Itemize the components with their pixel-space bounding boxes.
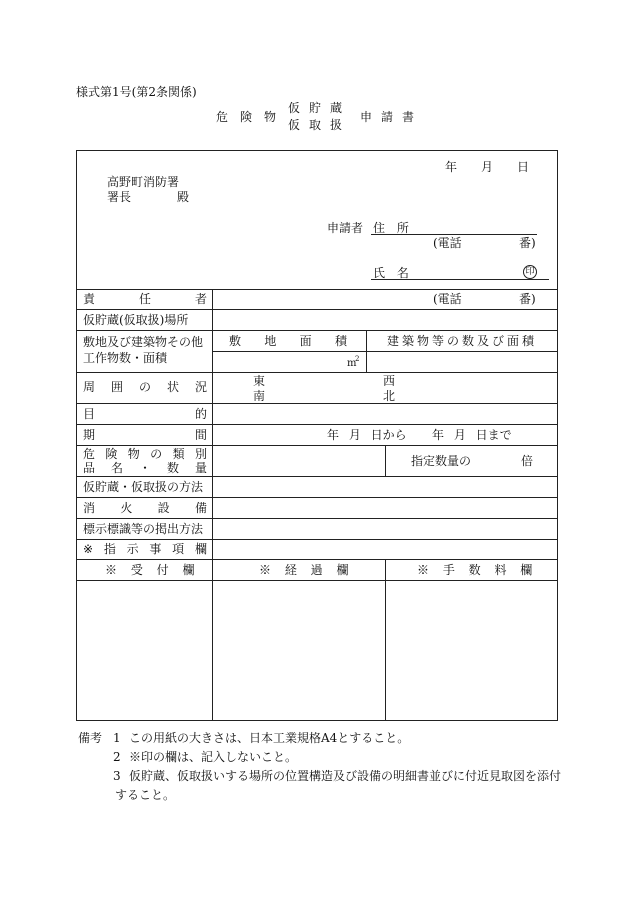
label-char: 囲 [110, 380, 123, 394]
note-3-text: 仮貯蔵、仮取扱いする場所の位置構造及び設備の明細書並びに付近見取図を添付 [129, 769, 562, 783]
label-char: の [150, 447, 163, 461]
label-char: 欄 [194, 542, 207, 556]
multiple-label: 倍 [521, 454, 534, 468]
label-char: 項 [172, 542, 185, 556]
name-label: 氏 名 [373, 266, 413, 280]
label-char: 状 [166, 380, 179, 394]
label-char: 任 [138, 292, 151, 306]
direction-west: 西 [383, 374, 396, 388]
note-3-num: 3 [113, 769, 121, 783]
label-char: 書 [401, 110, 422, 124]
applicant-phone-open: (電話 [433, 236, 462, 250]
label-char: 地 [264, 334, 277, 348]
label-char: 険 [105, 447, 118, 461]
address-underline [371, 234, 537, 235]
title-right [360, 110, 422, 124]
date-month: 月 [481, 160, 494, 174]
title-stack-top [288, 101, 350, 115]
note-1-num: 1 [113, 731, 121, 745]
direction-south: 南 [253, 389, 266, 403]
label-char: 険 [239, 110, 252, 124]
row-period [83, 428, 207, 442]
row-location: 仮貯蔵(仮取扱)場所 [83, 313, 189, 327]
label-char: 危 [83, 447, 96, 461]
label-char: 消 [83, 501, 96, 515]
column-reception: ※ 受 付 欄 [105, 563, 200, 577]
note-3-continued: すること。 [115, 788, 176, 802]
row-site-line1: 敷地及び建築物その他 [83, 335, 204, 349]
row-purpose [83, 407, 207, 421]
title-left [216, 110, 276, 124]
addressee-office: 高野町消防署 [107, 175, 180, 189]
row-hazard-line1 [83, 447, 207, 461]
label-char: 仮 [288, 118, 309, 132]
row-site-line2: 工作物数・面積 [83, 351, 168, 365]
label-char: 類 [172, 447, 185, 461]
building-area-header: 建築物等の数及び面積 [387, 334, 538, 348]
date-year: 年 [445, 160, 458, 174]
period-from: 年 月 日から [327, 428, 407, 442]
label-char: 品 [83, 461, 96, 475]
addressee-honorific: 殿 [177, 190, 190, 204]
label-char: 名 [110, 461, 123, 475]
site-area-unit: m [347, 358, 357, 369]
label-char: 火 [120, 501, 133, 515]
name-underline [371, 279, 549, 280]
applicant-label: 申請者 [327, 221, 364, 235]
label-char: 危 [216, 110, 229, 124]
label-char: 面 [299, 334, 312, 348]
row-firefighting [83, 501, 207, 515]
form-number: 様式第1号(第2条関係) [76, 85, 197, 99]
addressee-chief: 署長 [107, 190, 132, 204]
site-area-header [229, 334, 347, 348]
seal-mark: 印 [523, 265, 537, 279]
label-char: 取 [308, 118, 329, 132]
label-char: 量 [194, 461, 207, 475]
row-responsible [83, 292, 207, 306]
label-char: 周 [83, 380, 96, 394]
label-char: 物 [127, 447, 140, 461]
direction-east: 東 [253, 374, 266, 388]
label-char: 目 [83, 407, 96, 421]
label-char: の [138, 380, 151, 394]
date-day: 日 [517, 160, 530, 174]
label-char: 数 [166, 461, 179, 475]
label-char: 事 [149, 542, 162, 556]
label-char: ・ [138, 461, 151, 475]
label-char: ※ [83, 542, 94, 556]
label-char: 別 [194, 447, 207, 461]
application-form [76, 150, 558, 721]
label-char: 物 [263, 110, 276, 124]
label-char: 仮 [288, 101, 309, 115]
note-2-text: ※印の欄は、記入しないこと。 [129, 750, 298, 764]
responsible-phone-open: (電話 [433, 292, 462, 306]
period-to: 年 月 日まで [432, 428, 512, 442]
label-char: 蔵 [329, 101, 350, 115]
label-char: 間 [194, 428, 207, 442]
label-char: 況 [194, 380, 207, 394]
label-char: 申 [360, 110, 381, 124]
notes-label: 備考 [78, 731, 103, 745]
label-char: 示 [126, 542, 139, 556]
title-stack-bottom [288, 118, 350, 132]
label-char: 者 [194, 292, 207, 306]
label-char: 貯 [308, 101, 329, 115]
row-hazard-line2 [83, 461, 207, 475]
row-instructions [83, 542, 207, 556]
label-char: 責 [83, 292, 96, 306]
label-char: 設 [157, 501, 170, 515]
row-method: 仮貯蔵・仮取扱の方法 [83, 480, 204, 494]
column-progress: ※ 経 過 欄 [259, 563, 354, 577]
label-char: 請 [380, 110, 401, 124]
specified-quantity: 指定数量の [411, 454, 472, 468]
note-1-text: この用紙の大きさは、日本工業規格A4とすること。 [129, 731, 410, 745]
label-char: 期 [83, 428, 96, 442]
direction-north: 北 [383, 389, 396, 403]
note-2-num: 2 [113, 750, 121, 764]
site-area-unit-sup: 2 [355, 355, 360, 363]
label-char: 備 [194, 501, 207, 515]
label-char: 扱 [329, 118, 350, 132]
responsible-phone-close: 番) [519, 292, 536, 306]
label-char: 積 [334, 334, 347, 348]
label-char: 指 [103, 542, 116, 556]
column-fee: ※ 手 数 料 欄 [417, 563, 538, 577]
row-signage: 標示標識等の掲出方法 [83, 522, 204, 536]
label-char: 敷 [229, 334, 242, 348]
applicant-phone-close: 番) [519, 236, 536, 250]
row-surroundings [83, 380, 207, 394]
label-char: 的 [194, 407, 207, 421]
address-label: 住 所 [373, 221, 413, 235]
